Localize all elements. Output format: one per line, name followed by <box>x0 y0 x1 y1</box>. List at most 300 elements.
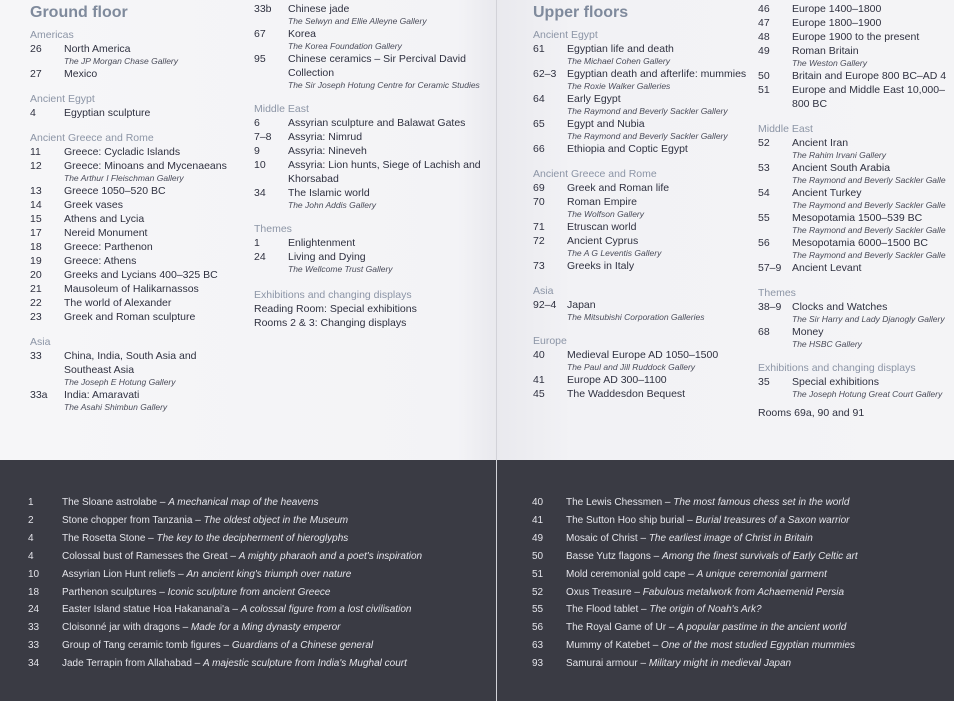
room-entry <box>254 52 484 91</box>
room-details <box>567 117 748 142</box>
highlight-title: Parthenon sculptures – <box>62 586 168 598</box>
room-title: Mesopotamia 1500–539 BC <box>792 212 923 224</box>
gallery-sponsor: The Sir Joseph Hotung Centre for Ceramic Studies <box>288 80 480 90</box>
room-number: 1 <box>254 237 260 249</box>
room-title: Etruscan world <box>567 221 637 233</box>
room-number: 14 <box>30 199 42 211</box>
gallery-sponsor: The Paul and Jill Ruddock Gallery <box>567 362 696 372</box>
room-number: 61 <box>533 43 545 55</box>
room-number: 34 <box>254 187 266 199</box>
section-heading: Ancient Greece and Rome <box>533 168 657 180</box>
room-title: Roman Britain <box>792 45 859 57</box>
highlight-description: A mechanical map of the heavens <box>168 497 319 508</box>
room-entry <box>758 211 954 236</box>
room-details <box>792 136 954 161</box>
upper-floors-heading: Upper floors <box>533 4 629 21</box>
room-title: Ancient Levant <box>792 262 862 274</box>
gallery-sponsor: The Mitsubishi Corporation Galleries <box>567 312 705 322</box>
room-entry <box>30 42 245 67</box>
highlight-description: A mighty pharaoh and a poet's inspiration <box>238 550 423 562</box>
highlight-item <box>532 601 952 619</box>
highlight-text <box>62 637 488 655</box>
room-number: 7–8 <box>254 131 272 143</box>
spacer <box>254 91 484 97</box>
section-heading: Ancient Egypt <box>533 29 598 41</box>
room-entry <box>30 106 245 120</box>
highlight-item <box>532 619 952 637</box>
highlight-description: A colossal figure from a lost civilisation <box>240 604 412 616</box>
highlight-description: Among the finest survivals of Early Celtic art <box>662 550 858 562</box>
highlight-title: Group of Tang ceramic tomb figures – <box>62 640 232 652</box>
highlight-room-number: 93 <box>532 658 544 670</box>
room-details <box>567 387 748 401</box>
highlight-text <box>566 494 952 512</box>
room-details <box>792 186 954 211</box>
room-details <box>792 211 954 236</box>
room-number: 23 <box>30 311 42 323</box>
spacer <box>30 324 245 330</box>
room-number: 17 <box>30 227 42 239</box>
highlight-room-number: 51 <box>532 568 544 580</box>
room-entry <box>533 298 748 323</box>
room-number: 33a <box>30 389 48 401</box>
room-details <box>792 300 954 325</box>
room-number: 26 <box>30 43 42 55</box>
room-details <box>288 52 484 91</box>
room-title: Living and Dying <box>288 251 366 263</box>
spacer <box>758 111 954 117</box>
highlight-item <box>28 637 488 655</box>
room-entry <box>533 92 748 117</box>
room-details <box>792 236 954 261</box>
room-title: Europe 1400–1800 <box>792 3 882 15</box>
room-title: Europe and Middle East 10,000–800 BC <box>792 84 945 110</box>
gallery-sponsor: The Roxie Walker Galleries <box>567 81 671 91</box>
highlight-title: The Lewis Chessmen – <box>566 497 674 508</box>
ground-floor-column-1 <box>30 0 245 419</box>
room-title: Medieval Europe AD 1050–1500 <box>567 349 719 361</box>
highlight-title: Samurai armour – <box>566 658 649 670</box>
spacer <box>30 81 245 87</box>
room-title: Assyria: Nineveh <box>288 145 367 157</box>
room-entry <box>30 240 245 254</box>
room-title: The Islamic world <box>288 187 370 199</box>
room-title: Europe 1900 to the present <box>792 31 920 43</box>
room-number: 35 <box>758 376 770 388</box>
room-number: 64 <box>533 93 545 105</box>
room-number: 51 <box>758 84 770 96</box>
exhibitions-heading: Exhibitions and changing displays <box>254 289 412 301</box>
room-number: 53 <box>758 162 770 174</box>
room-entry <box>30 388 245 413</box>
room-details <box>567 67 748 92</box>
room-entry <box>758 2 954 16</box>
highlight-item <box>532 530 952 548</box>
room-entry <box>533 142 748 156</box>
room-entry <box>254 2 484 27</box>
highlight-item <box>28 584 488 602</box>
room-number: 11 <box>30 146 41 158</box>
highlight-text <box>566 601 952 619</box>
room-title: Greeks and Lycians 400–325 BC <box>64 269 218 281</box>
room-number: 21 <box>30 283 42 295</box>
highlight-title: Basse Yutz flagons – <box>566 550 662 562</box>
section-heading: Themes <box>254 223 292 235</box>
gallery-sponsor: The Joseph Hotung Great Court Gallery <box>792 389 943 399</box>
highlight-item <box>532 548 952 566</box>
room-number: 66 <box>533 143 545 155</box>
room-details <box>567 259 748 273</box>
gallery-sponsor: The Wolfson Gallery <box>567 209 644 219</box>
room-title: Ancient Iran <box>792 137 849 149</box>
gallery-sponsor: The Michael Cohen Gallery <box>567 56 670 66</box>
highlight-title: Mold ceremonial gold cape – <box>566 568 697 580</box>
room-entry <box>758 325 954 350</box>
room-entry <box>758 186 954 211</box>
highlights-left <box>28 494 488 673</box>
section-heading: Exhibitions and changing displays <box>758 362 916 374</box>
highlight-room-number: 50 <box>532 550 544 562</box>
highlights-right <box>532 494 952 673</box>
room-details <box>64 145 245 159</box>
highlight-title: Assyrian Lion Hunt reliefs – <box>62 568 187 580</box>
room-entry <box>254 116 484 130</box>
room-title: Egyptian life and death <box>567 43 674 55</box>
highlight-description: The key to the decipherment of hieroglyphs <box>156 532 349 544</box>
spacer <box>30 120 245 126</box>
highlight-title: Easter Island statue Hoa Hakananai'a – <box>62 604 241 616</box>
room-details <box>64 296 245 310</box>
room-entry <box>533 259 748 273</box>
room-details <box>64 282 245 296</box>
room-entry <box>30 349 245 388</box>
room-number: 47 <box>758 17 770 29</box>
upper-floors-column-1 <box>533 0 748 407</box>
highlight-description: Fabulous metalwork from Achaemenid Persia <box>642 586 845 598</box>
room-entry <box>30 198 245 212</box>
room-details <box>64 42 245 67</box>
highlight-room-number: 24 <box>28 604 40 616</box>
highlight-title: The Flood tablet – <box>566 604 650 616</box>
room-number: 57–9 <box>758 262 782 274</box>
room-title: Greeks in Italy <box>567 260 635 272</box>
spacer <box>533 401 748 407</box>
room-title: Roman Empire <box>567 196 638 208</box>
room-number: 62–3 <box>533 68 557 80</box>
highlight-item <box>28 566 488 584</box>
room-details <box>567 142 748 156</box>
room-details <box>792 83 954 111</box>
room-details <box>567 234 748 259</box>
highlight-text <box>62 494 488 512</box>
highlight-item <box>532 512 952 530</box>
room-details <box>567 298 748 323</box>
room-entry <box>254 158 484 186</box>
highlight-item <box>28 548 488 566</box>
highlight-room-number: 10 <box>28 568 40 580</box>
highlight-room-number: 33 <box>28 640 40 652</box>
room-title: Money <box>792 326 824 338</box>
highlight-text <box>566 566 952 584</box>
highlight-item <box>532 637 952 655</box>
highlight-title: Cloisonné jar with dragons – <box>62 622 191 634</box>
room-details <box>64 310 245 324</box>
highlight-description: The origin of Noah's Ark? <box>649 604 762 616</box>
room-details <box>567 42 748 67</box>
highlight-description: Iconic sculpture from ancient Greece <box>167 586 331 598</box>
room-title: Enlightenment <box>288 237 356 249</box>
room-entry <box>533 117 748 142</box>
gallery-sponsor: The Korea Foundation Gallery <box>288 41 402 51</box>
room-details <box>64 198 245 212</box>
room-entry <box>30 282 245 296</box>
room-number: 92–4 <box>533 299 557 311</box>
room-number: 45 <box>533 388 545 400</box>
highlight-text <box>62 512 488 530</box>
room-details <box>792 2 954 16</box>
highlight-item <box>532 566 952 584</box>
room-entry <box>30 268 245 282</box>
room-title: Chinese jade <box>288 3 350 15</box>
room-number: 19 <box>30 255 42 267</box>
room-entry <box>254 186 484 211</box>
highlight-title: The Royal Game of Ur – <box>566 622 678 634</box>
highlight-text <box>566 619 952 637</box>
room-title: Europe AD 300–1100 <box>567 374 667 386</box>
room-title: Ancient Cyprus <box>567 235 639 247</box>
highlight-title: Mummy of Katebet – <box>566 640 662 652</box>
room-number: 72 <box>533 235 545 247</box>
gallery-sponsor: The A G Leventis Gallery <box>567 248 662 258</box>
spacer <box>254 211 484 217</box>
room-number: 68 <box>758 326 770 338</box>
highlight-text <box>62 548 488 566</box>
gallery-sponsor: The JP Morgan Chase Gallery <box>64 56 179 66</box>
highlight-room-number: 1 <box>28 497 34 508</box>
highlight-title: Oxus Treasure – <box>566 586 643 598</box>
room-number: 27 <box>30 68 42 80</box>
gallery-sponsor: The Wellcome Trust Gallery <box>288 264 393 274</box>
highlight-title: Stone chopper from Tanzania – <box>62 514 204 526</box>
gallery-sponsor: The HSBC Gallery <box>792 339 862 349</box>
highlight-room-number: 63 <box>532 640 544 652</box>
highlight-room-number: 56 <box>532 622 544 634</box>
highlight-title: Mosaic of Christ – <box>566 532 649 544</box>
room-title: Korea <box>288 28 317 40</box>
gallery-sponsor: The Raymond and Beverly Sackler Galle <box>792 175 946 185</box>
highlight-text <box>566 637 952 655</box>
room-title: Athens and Lycia <box>64 213 145 225</box>
room-entry <box>254 144 484 158</box>
highlight-title: Colossal bust of Ramesses the Great – <box>62 550 239 562</box>
highlight-text <box>566 548 952 566</box>
room-details <box>567 348 748 373</box>
highlight-description: A unique ceremonial garment <box>696 568 827 580</box>
section-heading: Ancient Egypt <box>30 93 95 105</box>
spacer <box>758 275 954 281</box>
exhibitions-line: Rooms 2 & 3: Changing displays <box>254 317 407 329</box>
room-title: Ancient South Arabia <box>792 162 891 174</box>
room-title: Greece: Minoans and Mycenaeans <box>64 160 227 172</box>
room-number: 69 <box>533 182 545 194</box>
gallery-sponsor: The Arthur I Fleischman Gallery <box>64 173 184 183</box>
room-details <box>567 181 748 195</box>
room-title: Greece: Parthenon <box>64 241 153 253</box>
highlight-item <box>28 655 488 673</box>
room-number: 13 <box>30 185 42 197</box>
room-entry <box>30 159 245 184</box>
highlight-item <box>28 530 488 548</box>
room-entry <box>30 310 245 324</box>
highlight-description: A majestic sculpture from India's Mughal court <box>203 658 407 670</box>
highlight-room-number: 55 <box>532 604 544 616</box>
room-title: Egyptian sculpture <box>64 107 151 119</box>
room-title: Greek vases <box>64 199 123 211</box>
gallery-sponsor: The Asahi Shimbun Gallery <box>64 402 168 412</box>
highlight-text <box>62 566 488 584</box>
room-entry <box>758 375 954 400</box>
room-number: 6 <box>254 117 260 129</box>
room-entry <box>533 42 748 67</box>
room-entry <box>758 136 954 161</box>
room-entry <box>533 373 748 387</box>
room-entry <box>533 348 748 373</box>
gallery-sponsor: The Raymond and Beverly Sackler Gallery <box>567 131 728 141</box>
room-number: 38–9 <box>758 301 782 313</box>
gallery-sponsor: The Raymond and Beverly Sackler Galle <box>792 200 946 210</box>
room-title: Britain and Europe 800 BC–AD 4 <box>792 70 947 82</box>
room-details <box>567 220 748 234</box>
room-number: 49 <box>758 45 770 57</box>
room-details <box>288 236 484 250</box>
room-entry <box>254 250 484 275</box>
highlight-item <box>532 655 952 673</box>
room-title: Assyrian sculpture and Balawat Gates <box>288 117 466 129</box>
room-details <box>792 261 954 275</box>
highlight-item <box>532 494 952 512</box>
highlight-item <box>28 619 488 637</box>
room-number: 41 <box>533 374 545 386</box>
room-entry <box>30 145 245 159</box>
highlight-description: The oldest object in the Museum <box>203 514 349 526</box>
room-details <box>792 69 954 83</box>
room-entry <box>758 44 954 69</box>
room-number: 33b <box>254 3 272 15</box>
room-entry <box>758 83 954 111</box>
highlight-room-number: 33 <box>28 622 40 634</box>
room-number: 33 <box>30 350 42 362</box>
spacer <box>533 156 748 162</box>
room-number: 50 <box>758 70 770 82</box>
highlight-description: The earliest image of Christ in Britain <box>648 532 813 544</box>
room-title: Europe 1800–1900 <box>792 17 882 29</box>
room-details <box>288 158 484 186</box>
room-title: Early Egypt <box>567 93 621 105</box>
room-number: 40 <box>533 349 545 361</box>
room-title: Egypt and Nubia <box>567 118 645 130</box>
room-details <box>288 250 484 275</box>
room-title: Nereid Monument <box>64 227 148 239</box>
room-details <box>792 30 954 44</box>
room-details <box>288 116 484 130</box>
section-heading: Europe <box>533 335 567 347</box>
highlight-title: Jade Terrapin from Allahabad – <box>62 658 204 670</box>
highlight-text <box>62 530 488 548</box>
room-entry <box>533 234 748 259</box>
room-title: Assyria: Nimrud <box>288 131 363 143</box>
room-entry <box>30 254 245 268</box>
room-details <box>64 240 245 254</box>
section-heading: Middle East <box>758 123 813 135</box>
room-title: Greece 1050–520 BC <box>64 185 166 197</box>
highlight-description: A popular pastime in the ancient world <box>677 622 847 634</box>
room-details <box>288 2 484 27</box>
highlight-text <box>62 601 488 619</box>
room-entry <box>30 67 245 81</box>
gallery-sponsor: The John Addis Gallery <box>288 200 377 210</box>
room-entry <box>533 181 748 195</box>
section-heading: Americas <box>30 29 74 41</box>
room-number: 95 <box>254 53 266 65</box>
ground-floor-heading: Ground floor <box>30 4 128 21</box>
room-details <box>792 375 954 400</box>
highlight-text <box>62 655 488 673</box>
highlight-item <box>28 512 488 530</box>
room-entry <box>254 130 484 144</box>
room-number: 18 <box>30 241 42 253</box>
gallery-sponsor: The Selwyn and Ellie Alleyne Gallery <box>288 16 427 26</box>
room-details <box>64 106 245 120</box>
room-number: 73 <box>533 260 545 272</box>
exhibitions-line: Reading Room: Special exhibitions <box>254 303 417 315</box>
room-title: The Waddesdon Bequest <box>567 388 686 400</box>
room-title: Ethiopia and Coptic Egypt <box>567 143 688 155</box>
room-entry <box>758 69 954 83</box>
highlight-description: Guardians of a Chinese general <box>231 640 374 652</box>
room-title: Clocks and Watches <box>792 301 888 313</box>
room-number: 10 <box>254 159 266 171</box>
gallery-sponsor: The Raymond and Beverly Sackler Gallery <box>567 106 728 116</box>
highlight-room-number: 34 <box>28 658 40 670</box>
room-title: Japan <box>567 299 596 311</box>
room-details <box>64 67 245 81</box>
room-number: 22 <box>30 297 42 309</box>
room-number: 65 <box>533 118 545 130</box>
room-title: Mausoleum of Halikarnassos <box>64 283 199 295</box>
room-title: Mesopotamia 6000–1500 BC <box>792 237 929 249</box>
highlight-text <box>566 512 952 530</box>
room-number: 67 <box>254 28 266 40</box>
room-details <box>792 16 954 30</box>
highlight-description: The most famous chess set in the world <box>673 497 850 508</box>
gallery-sponsor: The Joseph E Hotung Gallery <box>64 377 176 387</box>
gallery-sponsor: The Rahim Irvani Gallery <box>792 150 887 160</box>
room-details <box>792 161 954 186</box>
room-title: North America <box>64 43 131 55</box>
highlight-description: Military might in medieval Japan <box>648 658 792 670</box>
room-entry <box>254 27 484 52</box>
highlight-room-number: 4 <box>28 550 34 562</box>
room-title: Greece: Athens <box>64 255 137 267</box>
room-entry <box>254 236 484 250</box>
section-heading: Ancient Greece and Rome <box>30 132 154 144</box>
room-number: 12 <box>30 160 42 172</box>
room-details <box>64 349 245 388</box>
spacer <box>533 273 748 279</box>
spacer <box>758 350 954 356</box>
room-entry <box>30 212 245 226</box>
room-entry <box>758 236 954 261</box>
